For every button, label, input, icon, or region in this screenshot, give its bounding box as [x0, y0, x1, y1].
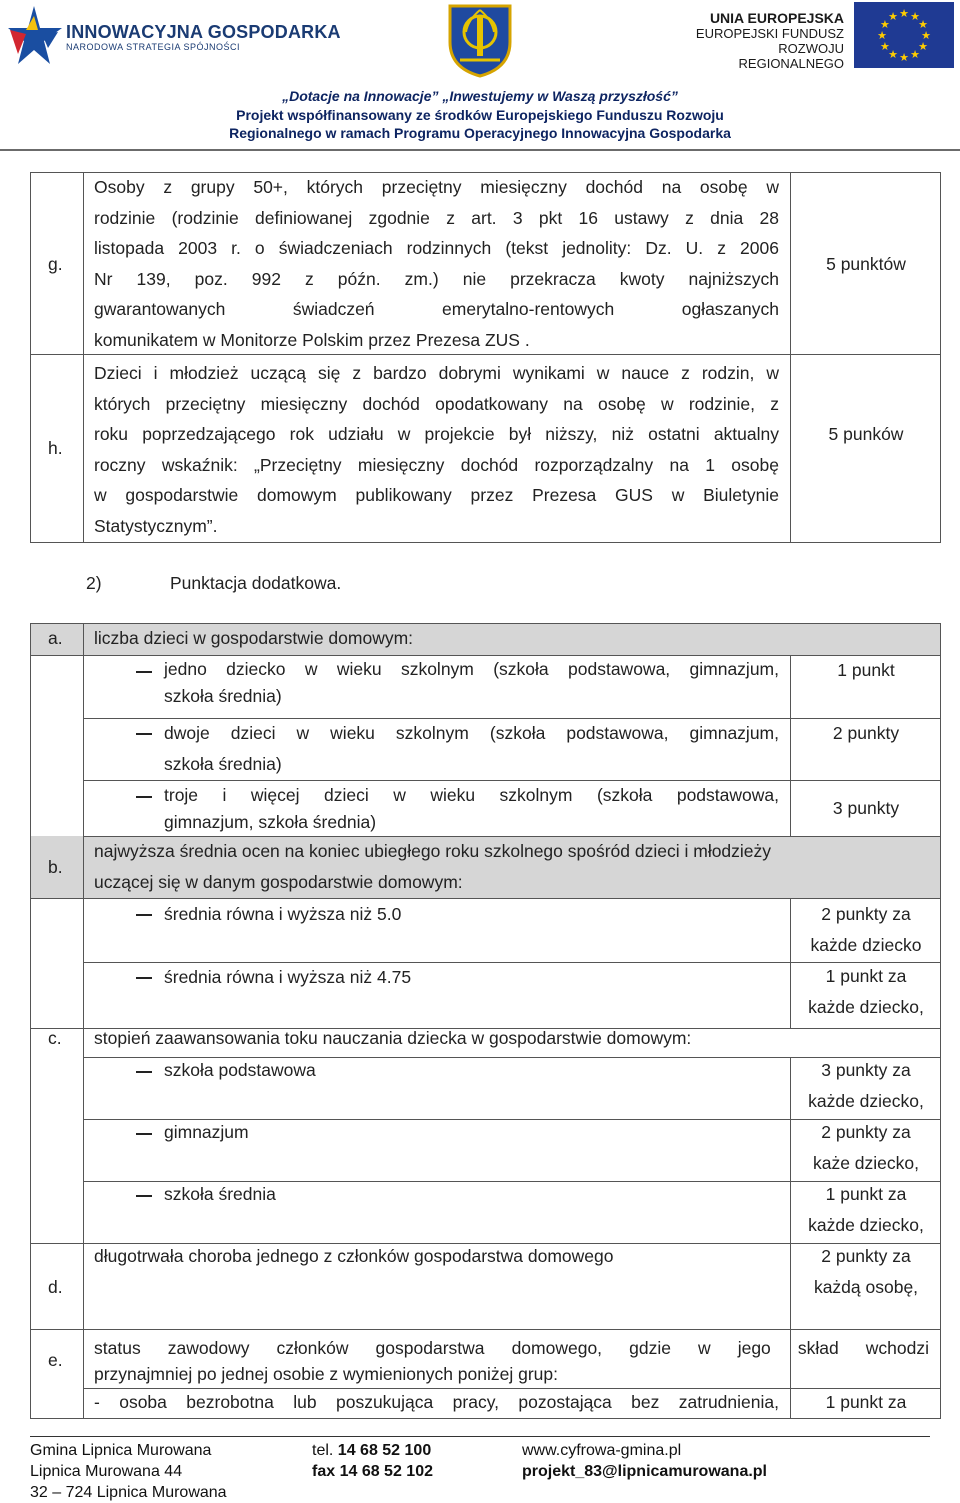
website-link[interactable]: www.cyfrowa-gmina.pl [522, 1442, 682, 1459]
points-value: 1 punkt za [825, 1392, 907, 1412]
text-line: Statystycznym”. [94, 515, 218, 536]
row-letter: a. [48, 628, 63, 648]
item-line: szkoła średnia) [164, 753, 282, 774]
eu-star-icon: ★ [880, 41, 890, 53]
dash-bullet [136, 1195, 152, 1197]
section-c-heading: stopień zaawansowania toku nauczania dziecka w gospodarstwie domowym: [94, 1028, 692, 1048]
coat-of-arms-emblem [446, 2, 514, 78]
item-line: troje i więcej dzieci w wieku szkolnym (szkoła podstawowa, [164, 785, 779, 805]
item-line: gimnazjum, szkoła średnia) [164, 812, 377, 832]
points-line: 2 punkty za [821, 904, 911, 924]
points-line: każe dziecko, [812, 1152, 920, 1173]
email-link[interactable]: projekt_83@lipnicamurowana.pl [522, 1463, 767, 1480]
text-line: przynajmniej po jednej osobie z wymienionych poniżej grup: [94, 1364, 559, 1384]
row-letter: b. [48, 857, 63, 877]
text-line: status zawodowy członków gospodarstwa domowego, gdzie w jego skład wchodzi [94, 1338, 929, 1358]
dash-bullet [136, 977, 152, 979]
text-line: - osoba bezrobotna lub poszukująca pracy, pozostająca bez zatrudnienia, [94, 1392, 779, 1412]
tel-prefix: tel. [312, 1442, 338, 1459]
ig-subtitle: NARODOWA STRATEGIA SPÓJNOŚCI [66, 42, 241, 52]
item-text: szkoła średnia [164, 1184, 276, 1204]
row-letter: h. [48, 438, 63, 458]
eu-star-icon: ★ [880, 19, 890, 31]
dash-bullet [136, 671, 152, 673]
points-value [791, 899, 941, 960]
heading-line: uczącej się w danym gospodarstwie domowym: [94, 871, 463, 892]
footer-web [522, 1440, 767, 1482]
points-line: 1 punkt za [825, 1184, 907, 1204]
section-title: Punktacja dodatkowa. [170, 573, 342, 593]
item-text [164, 718, 779, 779]
dash-bullet [136, 1133, 152, 1135]
item-line: dwoje dzieci w wieku szkolnym (szkoła podstawowa, gimnazjum, [164, 723, 779, 743]
points-line: 2 punkty za [821, 1246, 911, 1266]
eu-star-icon: ★ [877, 30, 887, 42]
text-line: komunikatem w Monitorze Polskim przez Prezesa ZUS . [94, 329, 530, 350]
points-value [791, 1241, 941, 1302]
row-letter: g. [48, 254, 63, 274]
dash-bullet [136, 733, 152, 735]
eu-fund-line2: ROZWOJU REGIONALNEGO [738, 41, 844, 71]
points-line: 3 punkty za [821, 1060, 911, 1080]
header-divider [0, 149, 960, 151]
points-value: 2 punkty [832, 723, 900, 743]
section-e-text [94, 1335, 929, 1387]
points-line: każde dziecko, [808, 1090, 924, 1111]
points-value [791, 1179, 941, 1240]
eu-star-icon: ★ [899, 52, 909, 64]
eu-star-icon: ★ [921, 30, 931, 42]
col-divider [83, 623, 84, 1419]
dash-bullet [136, 914, 152, 916]
row-letter: e. [48, 1350, 63, 1370]
item-line: jedno dziecko w wieku szkolnym (szkoła podstawowa, gimnazjum, [164, 659, 779, 679]
points-value [791, 1117, 941, 1178]
address-line: 32 – 724 Lipnica Murowana [30, 1484, 227, 1501]
eu-fund-line1: EUROPEJSKI FUNDUSZ [695, 26, 844, 41]
header-line2: Projekt współfinansowany ze środków Europejskiego Funduszu Rozwoju [236, 107, 724, 123]
fax-number: fax 14 68 52 102 [312, 1463, 433, 1480]
dash-bullet [136, 796, 152, 798]
text-line: gwarantowanych świadczeń emerytalno-rentowych ogłaszanych [94, 299, 779, 319]
eu-star-icon: ★ [899, 8, 909, 20]
phone-line [312, 1440, 433, 1461]
text-line: roczny wskaźnik: „Przeciętny miesięczny dochód rozporządzalny na 1 osobę [94, 454, 779, 475]
points-value [791, 961, 941, 1022]
section-a-heading: liczba dzieci w gospodarstwie domowym: [94, 628, 414, 648]
points-line: każde dziecko, [808, 996, 924, 1017]
bonus-table [30, 623, 942, 1419]
ig-title: INNOWACYJNA GOSPODARKA [66, 22, 341, 42]
text-line: w gospodarstwie domowym publikowany przez Prezesa GUS w Biuletynie [94, 485, 779, 505]
footer-contact [312, 1440, 433, 1482]
points-line: 2 punkty za [821, 1122, 911, 1142]
points-line: każde dziecko, [808, 1214, 924, 1235]
footer-address [30, 1440, 227, 1503]
col-divider [83, 172, 84, 543]
address-line: Lipnica Murowana 44 [30, 1463, 183, 1480]
eu-flag-icon [854, 2, 954, 68]
section-d-text: długotrwała choroba jednego z członków gospodarstwa domowego [94, 1246, 614, 1266]
star-logo-icon [8, 4, 64, 70]
section-number: 2) [86, 573, 102, 593]
points-value: 3 punkty [832, 798, 900, 818]
header-line3: Regionalnego w ramach Programu Operacyjnego Innowacyjna Gospodarka [229, 125, 731, 141]
section-e-sub [94, 1387, 779, 1418]
row-g-text [94, 172, 779, 355]
eu-star-icon: ★ [888, 49, 898, 62]
eu-star-icon: ★ [918, 41, 928, 53]
text-line: Osoby z grupy 50+, których przeciętny miesięczny dochód na osobę w [94, 177, 779, 197]
text-line: Dzieci i młodzież uczącą się z bardzo dobrymi wynikami w nauce z rodzin, w [94, 363, 779, 383]
item-text: gimnazjum [164, 1122, 249, 1142]
dash-bullet [136, 1071, 152, 1073]
section-b-heading [94, 836, 924, 897]
points-value: 5 punktów [826, 254, 906, 274]
eu-star-icon: ★ [910, 49, 920, 62]
row-divider [30, 1329, 941, 1330]
col-divider [790, 172, 791, 543]
text-line: listopada 2003 r. o świadczeniach rodzinnych (tekst jednolity: Dz. U. z 2006 [94, 238, 779, 258]
eu-title: UNIA EUROPEJSKA [709, 10, 844, 26]
text-line: Nr 139, poz. 992 z późn. zm.) nie przekracza kwoty najniższych [94, 268, 779, 289]
item-text: średnia równa i wyższa niż 5.0 [164, 904, 402, 924]
eu-star-icon: ★ [918, 19, 928, 31]
row-h-text [94, 358, 779, 541]
header-slogan: „Dotacje na Innowacje” „Inwestujemy w Waszą przyszłość” [282, 88, 678, 104]
item-text [164, 656, 779, 710]
text-line: roku poprzedzającego rok udziału w projekcie był niższy, niż ostatni aktualny [94, 424, 779, 444]
eu-star-icon: ★ [888, 10, 898, 23]
item-text [164, 782, 779, 836]
item-text: średnia równa i wyższa niż 4.75 [164, 967, 412, 987]
eu-star-icon: ★ [910, 10, 920, 23]
text-line: rodzinie (rodzinie definiowanej zgodnie z art. 3 pkt 16 ustawy z dnia 28 [94, 207, 779, 228]
criteria-table [30, 172, 942, 544]
row-letter: d. [48, 1277, 63, 1297]
phone-number: 14 68 52 100 [337, 1442, 432, 1459]
address-line: Gmina Lipnica Murowana [30, 1442, 212, 1459]
text-line: których przeciętny miesięczny dochód opodatkowany na osobę w rodzinie, z [94, 393, 779, 414]
points-line: każde dziecko [810, 934, 922, 955]
points-line: każdą osobę, [813, 1276, 919, 1297]
points-value: 5 punków [828, 424, 904, 444]
footer-divider [30, 1436, 930, 1437]
points-value: 1 punkt [837, 660, 895, 680]
row-divider [84, 780, 941, 781]
eu-text-block [670, 10, 844, 71]
row-letter: c. [48, 1028, 62, 1048]
item-text: szkoła podstawowa [164, 1060, 316, 1080]
item-line: szkoła średnia) [164, 686, 282, 706]
heading-line: najwyższa średnia ocen na koniec ubiegłego roku szkolnego spośród dzieci i młodzieży [94, 841, 772, 861]
points-line: 1 punkt za [825, 966, 907, 986]
points-value [791, 1055, 941, 1116]
